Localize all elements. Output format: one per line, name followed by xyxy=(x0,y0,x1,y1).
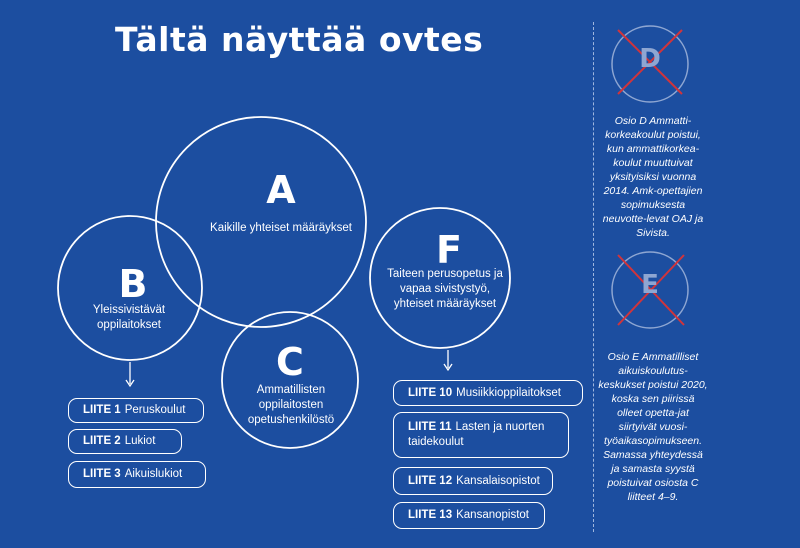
liite-name: Kansalaisopistot xyxy=(456,474,540,487)
page-title: Tältä näyttää ovtes xyxy=(115,20,484,59)
circle-a-letter: A xyxy=(266,168,296,212)
liite-id: LIITE 2 xyxy=(83,435,121,447)
liite-id: LIITE 13 xyxy=(408,509,453,521)
note-d: Osio D Ammatti-korkeakoulut poistui, kun ammattikorkea-koulut muuttuivat yksityisiksi vuonna 2014. Amk-opettajien sopimuksesta neuvotte-levat OAJ ja Sivista. xyxy=(602,115,704,239)
circle-a-text: Kaikille yhteiset määräykset xyxy=(210,222,352,234)
circle-e-letter: E xyxy=(641,270,659,300)
liite-pill xyxy=(393,412,569,458)
liite-name: Lukiot xyxy=(124,435,156,447)
liite-name: Kansanopistot xyxy=(456,509,529,521)
liite-name: Aikuislukiot xyxy=(124,468,183,480)
liite-id: LIITE 3 xyxy=(83,468,121,480)
circle-b-letter: B xyxy=(118,262,148,306)
circle-d-letter: D xyxy=(639,44,661,74)
liite-pill xyxy=(68,398,204,423)
liite-id: LIITE 11 xyxy=(408,421,452,433)
liite-pill xyxy=(68,461,206,488)
liite-name: Musiikkioppilaitokset xyxy=(456,386,561,399)
circle-c-letter: C xyxy=(276,340,304,384)
circle-b-text: Yleissivistävät oppilaitokset xyxy=(92,304,166,331)
circle-c-text: Ammatillisten oppilaitosten opetushenkilöstö xyxy=(247,384,335,426)
liite-id: LIITE 10 xyxy=(408,386,453,399)
note-e: Osio E Ammatilliset aikuiskoulutus-keskukset poistui 2020, koska sen piirissä olleet opetta-jat siirtyivät vuosi-työaikasopimukseen. Samassa yhteydessä ja samasta syystä poistuivat osiosta C liitteet 4–9. xyxy=(598,351,708,503)
liite-id: LIITE 1 xyxy=(83,404,121,416)
liite-id: LIITE 12 xyxy=(408,474,453,487)
liite-name: Peruskoulut xyxy=(124,404,186,416)
liite-pill xyxy=(68,429,182,454)
liite-pill xyxy=(393,502,545,529)
arrow-b xyxy=(126,362,134,386)
liite-pill xyxy=(393,380,583,406)
liite-name: Lasten ja nuorten taidekoulut xyxy=(408,421,545,448)
liite-11-wrap xyxy=(408,420,554,450)
divider xyxy=(593,22,594,532)
circle-f-letter: F xyxy=(436,228,462,272)
liite-pill xyxy=(393,467,553,495)
arrow-f xyxy=(444,350,452,370)
circle-f-text: Taiteen perusopetus ja vapaa sivistystyö, yhteiset määräykset xyxy=(387,268,503,310)
